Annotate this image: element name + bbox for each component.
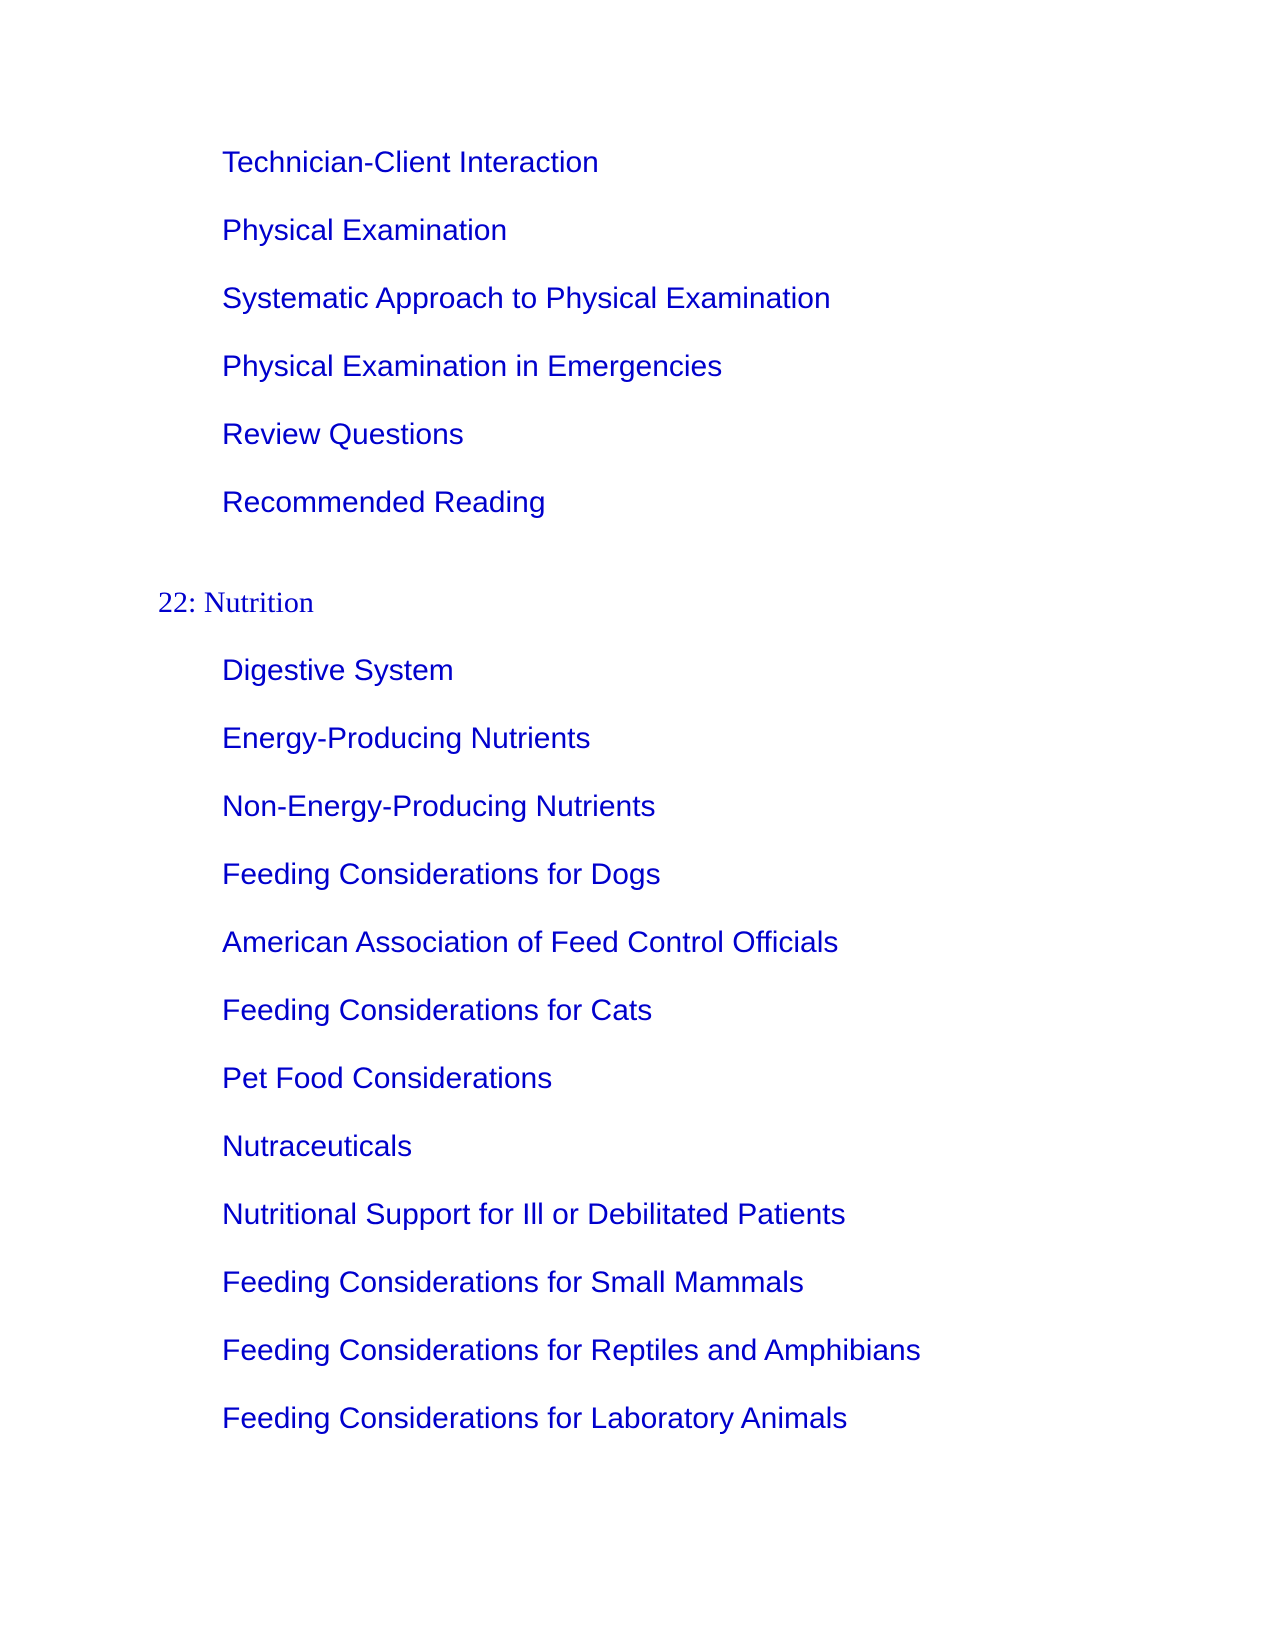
toc-link-feeding-cats[interactable]: Feeding Considerations for Cats	[222, 994, 653, 1027]
toc-link-recommended-reading[interactable]: Recommended Reading	[222, 486, 546, 519]
toc-link-feeding-small-mammals[interactable]: Feeding Considerations for Small Mammals	[222, 1266, 804, 1299]
toc-link-nutraceuticals[interactable]: Nutraceuticals	[222, 1130, 413, 1163]
toc-link-technician-client-interaction[interactable]: Technician-Client Interaction	[222, 146, 599, 179]
toc-link-pet-food-considerations[interactable]: Pet Food Considerations	[222, 1062, 553, 1095]
toc-link-feeding-laboratory-animals[interactable]: Feeding Considerations for Laboratory Animals	[222, 1402, 848, 1435]
toc-link-digestive-system[interactable]: Digestive System	[222, 654, 454, 687]
toc-link-nutritional-support[interactable]: Nutritional Support for Ill or Debilitated Patients	[222, 1198, 846, 1231]
toc-link-feeding-dogs[interactable]: Feeding Considerations for Dogs	[222, 858, 661, 891]
toc-link-review-questions[interactable]: Review Questions	[222, 418, 464, 451]
toc-link-energy-producing-nutrients[interactable]: Energy-Producing Nutrients	[222, 722, 591, 755]
chapter-heading-nutrition[interactable]: 22: Nutrition	[158, 586, 314, 619]
toc-link-physical-examination[interactable]: Physical Examination	[222, 214, 508, 247]
toc-link-systematic-approach[interactable]: Systematic Approach to Physical Examination	[222, 282, 831, 315]
toc-link-non-energy-producing-nutrients[interactable]: Non-Energy-Producing Nutrients	[222, 790, 656, 823]
toc-link-aafco[interactable]: American Association of Feed Control Officials	[222, 926, 839, 959]
toc-link-feeding-reptiles-amphibians[interactable]: Feeding Considerations for Reptiles and Amphibians	[222, 1334, 921, 1367]
toc-link-physical-examination-emergencies[interactable]: Physical Examination in Emergencies	[222, 350, 723, 383]
